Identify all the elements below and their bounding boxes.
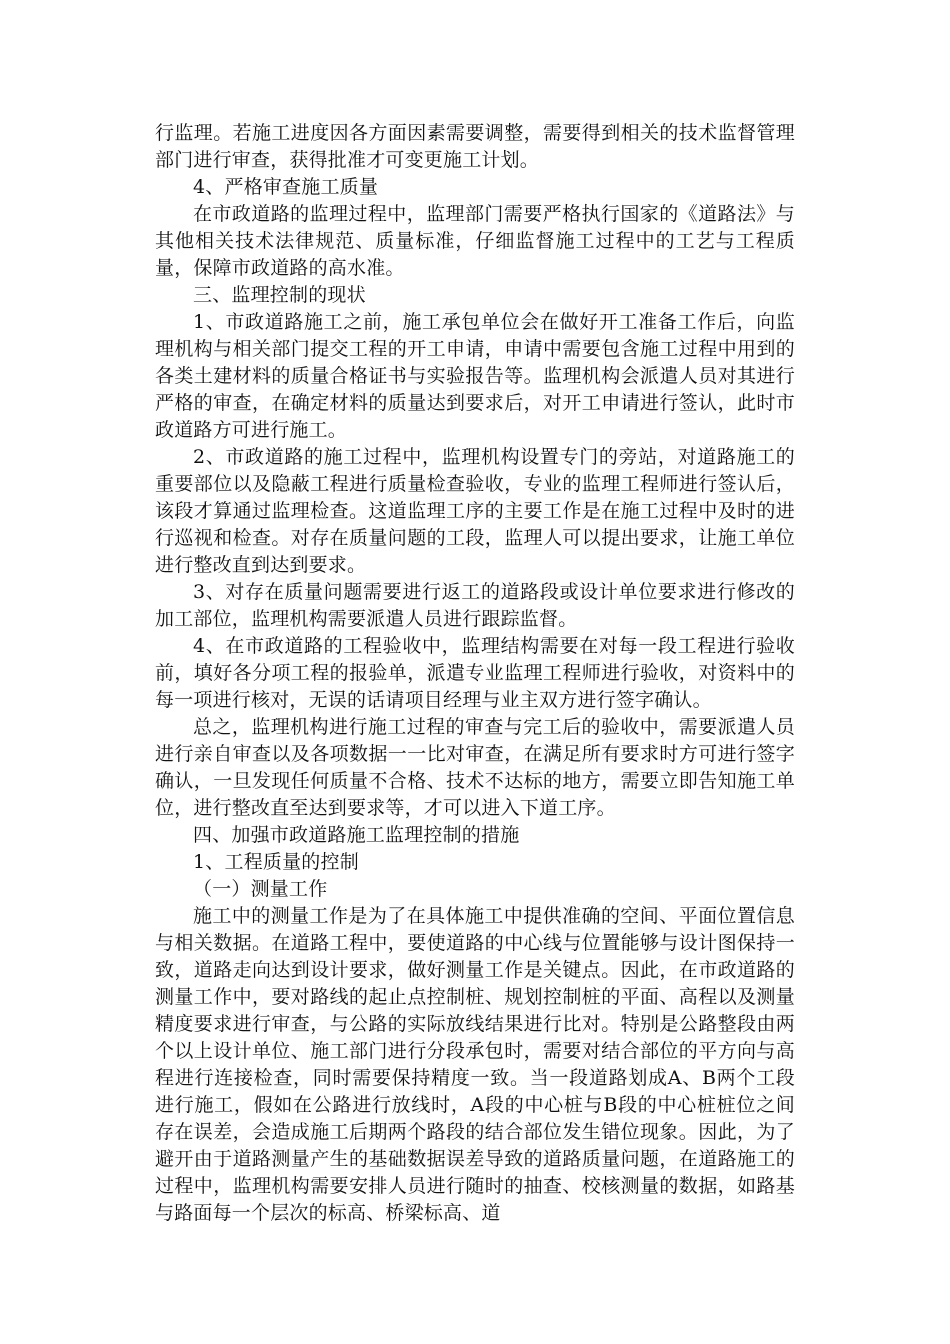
section-heading-strict-quality-review: 4、严格审查施工质量	[193, 176, 379, 198]
section-heading-measures: 四、加强市政道路施工监理控制的措施	[193, 824, 520, 846]
subsection-heading-quality-control: 1、工程质量的控制	[193, 851, 359, 873]
paragraph: 总之，监理机构进行施工过程的审查与完工后的验收中，需要派遣人员进行亲自审查以及各项数据一一比对审查，在满足所有要求时方可进行签字确认，一旦发现任何质量不合格、技术不达标的地方，需要立即告知施工单位，进行整改直至达到要求等，才可以进入下道工序。	[155, 716, 795, 819]
paragraph: 2、市政道路的施工过程中，监理机构设置专门的旁站，对道路施工的重要部位以及隐蔽工程进行质量检查验收，专业的监理工程师进行签认后，该段才算通过监理检查。这道监理工序的主要工作是在施工过程中及时的进行巡视和检查。对存在质量问题的工段，监理人可以提出要求，让施工单位进行整改直到达到要求。	[155, 446, 795, 576]
paragraph: 1、市政道路施工之前，施工承包单位会在做好开工准备工作后，向监理机构与相关部门提交工程的开工申请，申请中需要包含施工过程中用到的各类土建材料的质量合格证书与实验报告等。监理机构会派遣人员对其进行严格的审查，在确定材料的质量达到要求后，对开工申请进行签认，此时市政道路方可进行施工。	[155, 311, 795, 441]
paragraph: 施工中的测量工作是为了在具体施工中提供准确的空间、平面位置信息与相关数据。在道路工程中，要使道路的中心线与位置能够与设计图保持一致，道路走向达到设计要求，做好测量工作是关键点。因此，在市政道路的测量工作中，要对路线的起止点控制桩、规划控制桩的平面、高程以及测量精度要求进行审查，与公路的实际放线结果进行比对。特别是公路整段由两个以上设计单位、施工部门进行分段承包时，需要对结合部位的平方向与高程进行连接检查，同时需要保持精度一致。当一段道路划成A、B两个工段进行施工，假如在公路进行放线时，A段的中心桩与B段的中心桩桩位之间存在误差，会造成施工后期两个路段的结合部位发生错位现象。因此，为了避开由于道路测量产生的基础数据误差导致的道路质量问题，在道路施工的过程中，监理机构需要安排人员进行随时的抽查、校核测量的数据，如路基与路面每一个层次的标高、桥梁标高、道	[155, 905, 795, 1224]
paragraph: 在市政道路的监理过程中，监理部门需要严格执行国家的《道路法》与其他相关技术法律规范、质量标准，仔细监督施工过程中的工艺与工程质量，保障市政道路的高水准。	[155, 203, 795, 279]
paragraph-continuation: 行监理。若施工进度因各方面因素需要调整，需要得到相关的技术监督管理部门进行审查，获得批准才可变更施工计划。	[155, 122, 795, 171]
document-body	[155, 120, 795, 1227]
subsection-heading-survey-work: （一）测量工作	[193, 878, 328, 900]
section-heading-supervision-status: 三、监理控制的现状	[193, 284, 366, 306]
paragraph: 3、对存在质量问题需要进行返工的道路段或设计单位要求进行修改的加工部位，监理机构需要派遣人员进行跟踪监督。	[155, 581, 795, 630]
paragraph: 4、在市政道路的工程验收中，监理结构需要在对每一段工程进行验收前，填好各分项工程的报验单，派遣专业监理工程师进行验收，对资料中的每一项进行核对，无误的话请项目经理与业主双方进行签字确认。	[155, 635, 795, 711]
